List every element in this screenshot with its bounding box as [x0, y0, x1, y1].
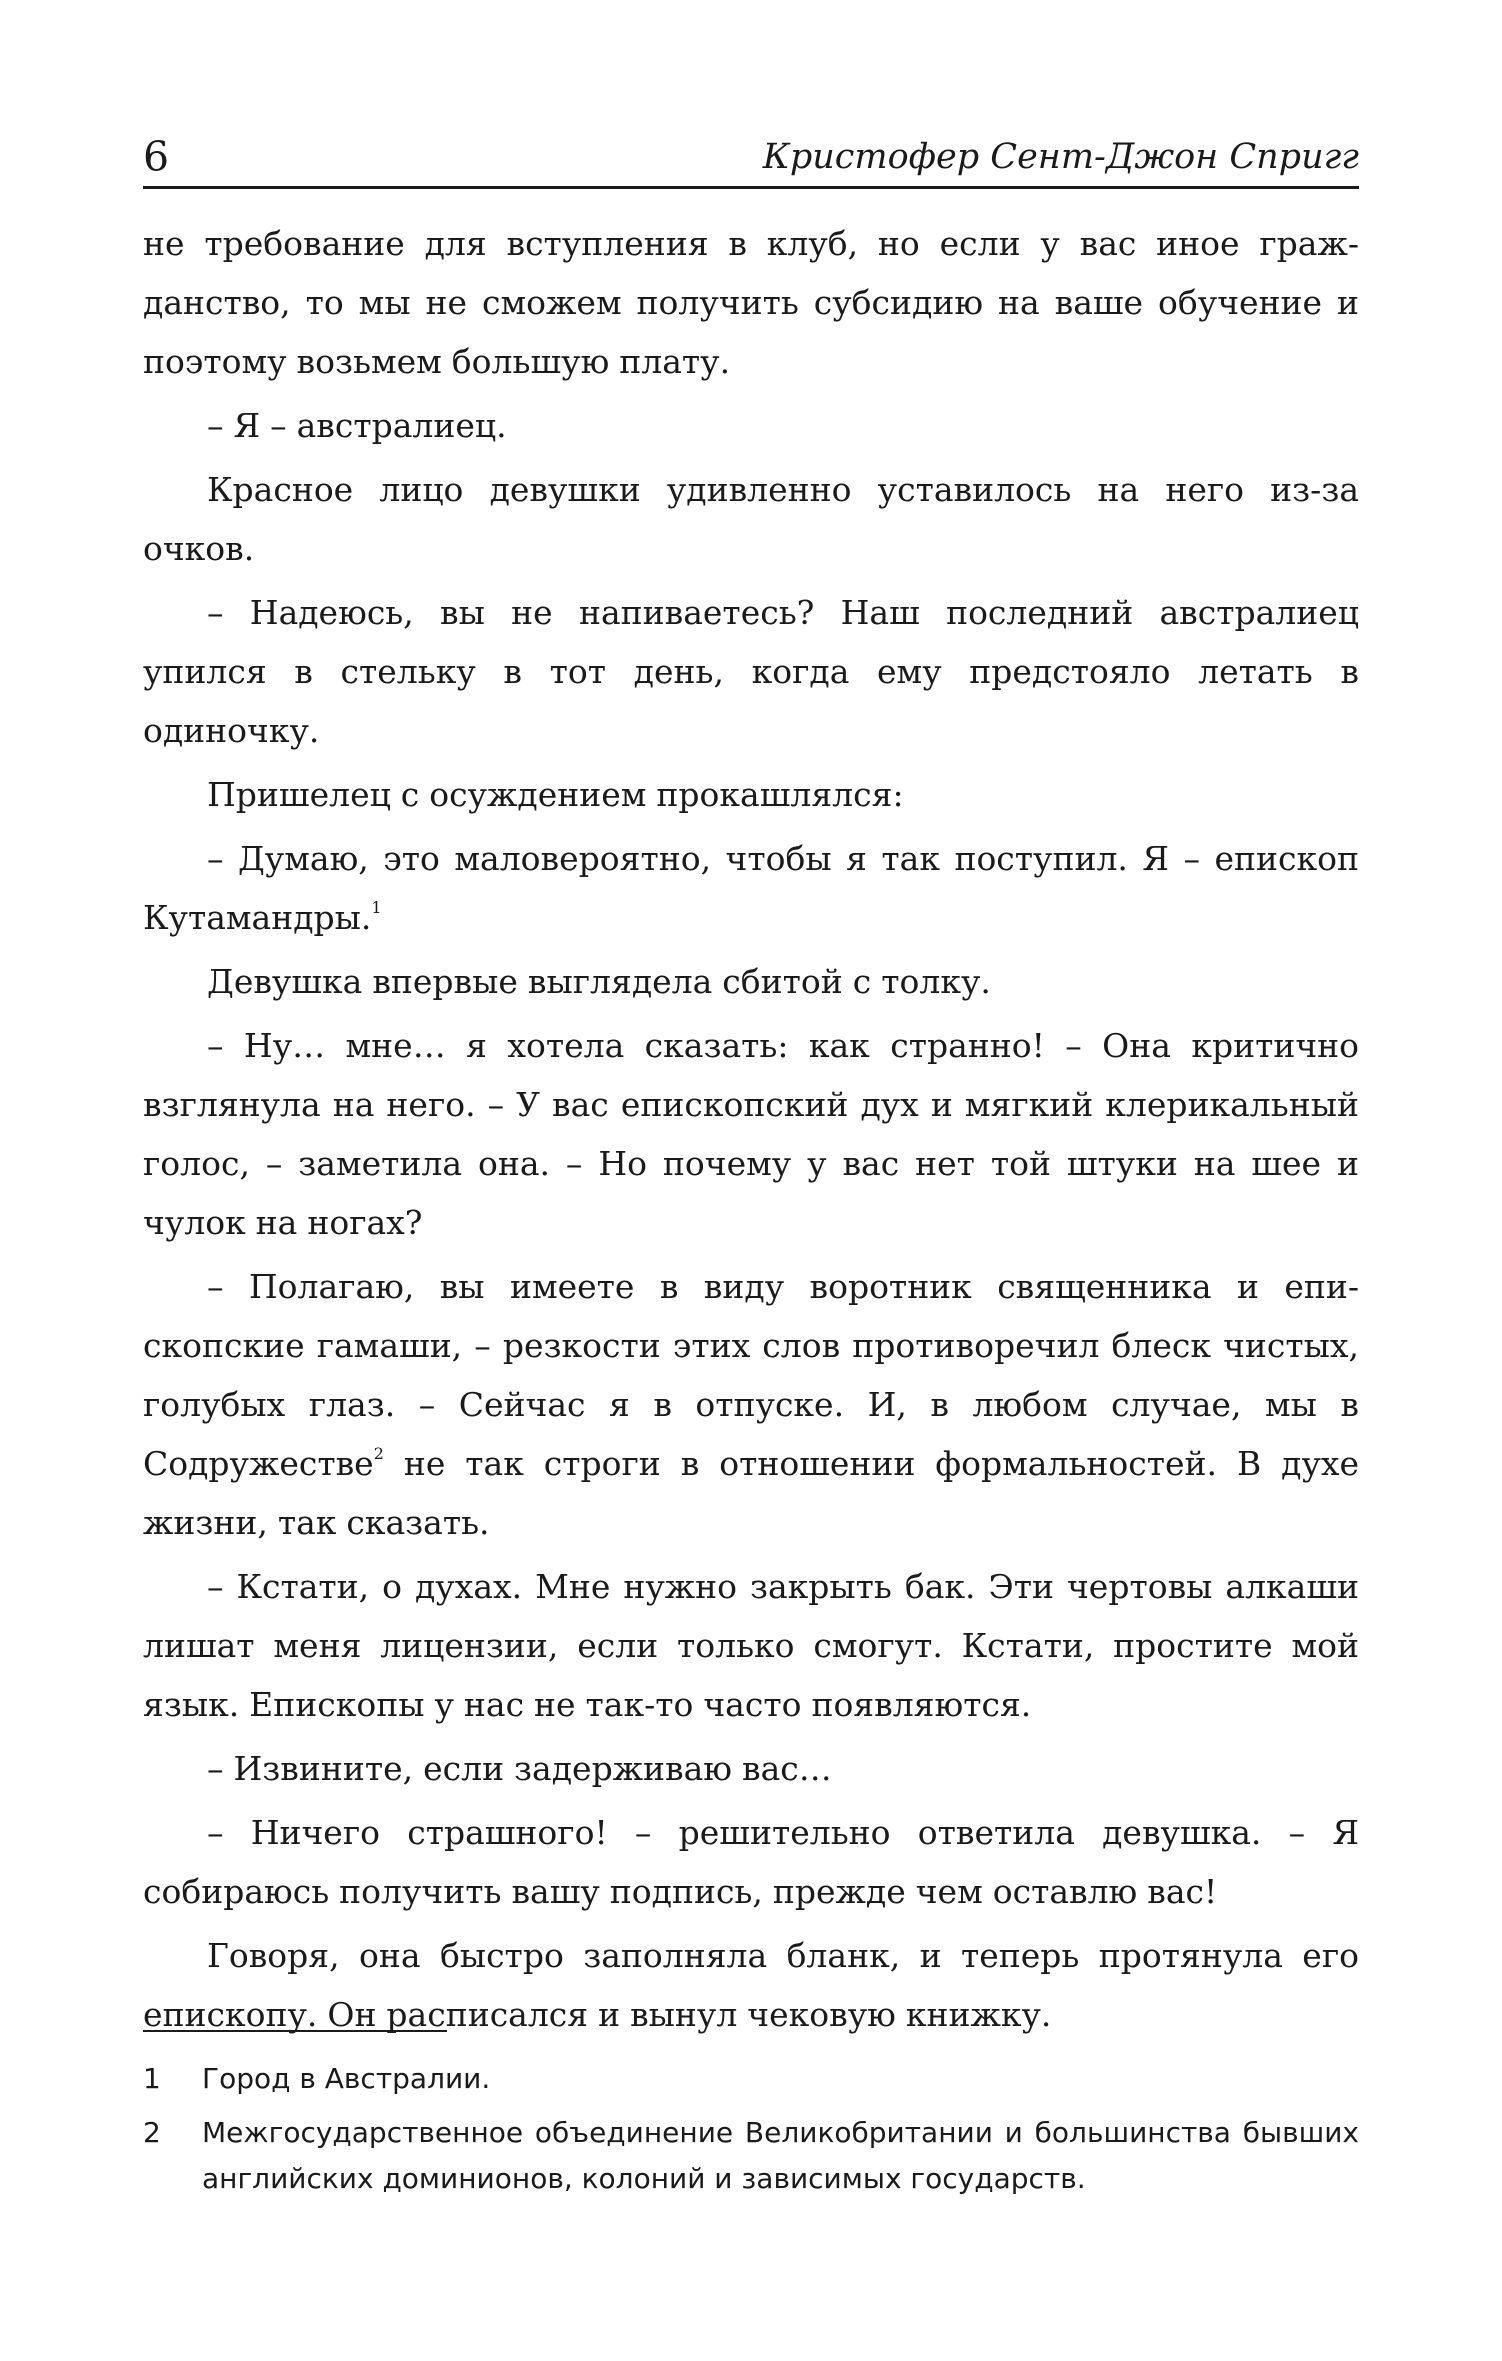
paragraph: – Надеюсь, вы не напиваетесь? Наш последний австралиец упился в стельку в тот день, когда ему предстояло летать в одиночку. [143, 593, 1359, 750]
paragraph: – Полагаю, вы имеете в виду воротник священника и епископские гамаши, – резкости этих слов противоречил блеск чистых, голубых глаз. – Сейчас я в отпуске. И, в любом случае, мы в Содружестве$^2$ не так строги в отношении формальностей. В духе жизни, так сказать. [143, 1267, 1359, 1542]
paragraph: Девушка впервые выглядела сбитой с толку. [207, 962, 991, 1001]
footnote-number: 1 [143, 2062, 161, 2095]
footnote-ref[interactable]: 2 [373, 1444, 384, 1463]
paragraph: – Я – австралиец. [207, 406, 507, 445]
paragraph: Пришелец с осуждением прокашлялся: [207, 775, 904, 814]
footnote-text: Межгосударственное объединение Великобритании и большинства бывших английских доминионов, колоний и зависимых государств. [202, 2116, 1359, 2195]
footnote-ref[interactable]: 1 [371, 898, 382, 917]
paragraph: – Кстати, о духах. Мне нужно закрыть бак. Эти чертовы алкаши лишат меня лицензии, если только смогут. Кстати, простите мой язык. Епископы у нас не так-то часто появляются. [143, 1567, 1359, 1724]
paragraph: Говоря, она быстро заполняла бланк, и теперь протянула его епископу. Он расписался и вынул чековую книжку. [143, 1936, 1359, 2034]
page-number: 6 [143, 133, 170, 181]
paragraph: – Ну… мне… я хотела сказать: как странно! – Она критично взглянула на него. – У вас епископский дух и мягкий клерикальный голос, – заметила она. – Но почему у вас нет той штуки на шее и чулок на ногах? [143, 1026, 1359, 1242]
paragraph: – Ничего страшного! – решительно ответила девушка. – Я собираюсь получить вашу подпись, прежде чем оставлю вас! [143, 1813, 1359, 1911]
paragraph [143, 829, 1359, 947]
footnote [143, 2056, 1359, 2102]
paragraph: Красное лицо девушки удивленно уставилось на него из-за очков. [143, 470, 1359, 568]
footnote-divider [143, 2030, 447, 2032]
paragraph: не требование для вступления в клуб, но если у вас иное гражданство, то мы не сможем получить субсидию на ваше обучение и поэтому возьмем большую плату. [143, 224, 1359, 381]
book-page [143, 0, 1359, 2361]
footnote-text: Город в Австралии. [202, 2062, 491, 2095]
running-head [143, 128, 1359, 189]
body-text [143, 214, 1359, 2044]
footnotes [143, 2056, 1359, 2210]
running-head-author: Кристофер Сент-Джон Спригг [762, 137, 1359, 177]
paragraph-text: – Думаю, это маловероятно, чтобы я так поступил. Я – епископ Кутамандры. [143, 839, 1359, 937]
footnote-number: 2 [143, 2116, 161, 2149]
paragraph: – Извините, если задерживаю вас… [207, 1749, 832, 1788]
footnote [143, 2110, 1359, 2202]
